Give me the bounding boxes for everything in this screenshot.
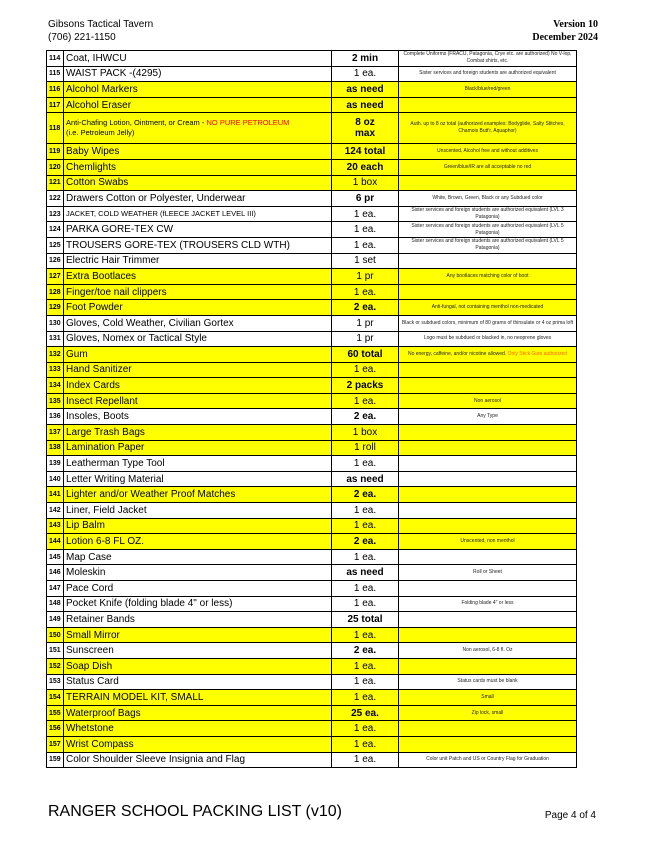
item-name: Moleskin	[64, 565, 332, 581]
item-remarks	[399, 471, 577, 487]
item-quantity: as need	[332, 565, 399, 581]
item-name: Lighter and/or Weather Proof Matches	[64, 487, 332, 503]
table-row	[47, 518, 577, 534]
item-remarks	[399, 253, 577, 269]
version-date: December 2024	[532, 32, 598, 43]
item-name: Pace Cord	[64, 581, 332, 597]
item-remarks	[399, 487, 577, 503]
item-remarks: Sister services and foreign students are authorized equivalent (LVL 3 Patagonia)	[399, 206, 577, 222]
item-name: Hand Sanitizer	[64, 362, 332, 378]
item-quantity: 1 ea.	[332, 456, 399, 472]
item-remarks: Zip lock, small	[399, 705, 577, 721]
table-row	[47, 347, 577, 363]
table-row	[47, 191, 577, 207]
table-row	[47, 315, 577, 331]
item-quantity: 2 ea.	[332, 534, 399, 550]
item-name: Electric Hair Trimmer	[64, 253, 332, 269]
item-name: Cotton Swabs	[64, 175, 332, 191]
item-name	[64, 113, 332, 144]
item-remarks: Any Type	[399, 409, 577, 425]
item-quantity: 1 ea.	[332, 362, 399, 378]
table-row	[47, 425, 577, 441]
item-quantity: 1 ea.	[332, 237, 399, 253]
item-remarks	[399, 518, 577, 534]
item-name: Map Case	[64, 549, 332, 565]
item-name: Baby Wipes	[64, 144, 332, 160]
item-quantity: 2 ea.	[332, 409, 399, 425]
footer-title: RANGER SCHOOL PACKING LIST (v10)	[48, 803, 342, 820]
page-number: Page 4 of 4	[544, 810, 596, 821]
item-number: 150	[47, 627, 64, 643]
item-number: 122	[47, 191, 64, 207]
item-number: 131	[47, 331, 64, 347]
item-remarks	[399, 581, 577, 597]
item-number: 126	[47, 253, 64, 269]
item-number: 123	[47, 206, 64, 222]
item-remarks	[399, 440, 577, 456]
item-number: 117	[47, 97, 64, 113]
item-quantity: 1 ea.	[332, 690, 399, 706]
item-name: Small Mirror	[64, 627, 332, 643]
item-name: Liner, Field Jacket	[64, 503, 332, 519]
item-quantity: 2 ea.	[332, 300, 399, 316]
item-quantity: 25 total	[332, 612, 399, 628]
item-quantity: 1 pr	[332, 315, 399, 331]
table-row	[47, 487, 577, 503]
item-remarks: Any bootlaces matching color of boot	[399, 269, 577, 285]
packing-list-body	[47, 51, 577, 768]
table-row	[47, 300, 577, 316]
table-row	[47, 51, 577, 67]
table-row	[47, 82, 577, 98]
item-remarks: Sister services and foreign students are authorized equivalent (LVL 5 Patagonia)	[399, 222, 577, 238]
item-remarks	[399, 627, 577, 643]
item-remarks: Sister services and foreign students are authorized equivalent (LVL 5 Patagonia)	[399, 237, 577, 253]
item-remarks	[399, 612, 577, 628]
item-remarks: Unscented, Alcohol free and without additives	[399, 144, 577, 160]
remarks-highlight: Only Stick Gum authorized	[507, 350, 568, 357]
item-remarks: Green/blue/IR are all acceptable no red	[399, 159, 577, 175]
table-row	[47, 596, 577, 612]
table-row	[47, 253, 577, 269]
item-remarks: Unscented, non menthol	[399, 534, 577, 550]
table-row	[47, 658, 577, 674]
item-remarks: White, Brown, Green, Black or any Subdued color	[399, 191, 577, 207]
item-quantity: 60 total	[332, 347, 399, 363]
item-remarks: Logo must be subdued or blacked in, no neoprene gloves	[399, 331, 577, 347]
item-name: Retainer Bands	[64, 612, 332, 628]
table-row	[47, 97, 577, 113]
item-number: 130	[47, 315, 64, 331]
table-row	[47, 362, 577, 378]
item-name: Drawers Cotton or Polyester, Underwear	[64, 191, 332, 207]
item-quantity: 124 total	[332, 144, 399, 160]
item-quantity: 2 min	[332, 51, 399, 67]
item-name: Coat, IHWCU	[64, 51, 332, 67]
table-row	[47, 471, 577, 487]
item-name: Sunscreen	[64, 643, 332, 659]
item-remarks: Black or subdued colors, minimum of 80 grams of thinsulate or 4 oz prima loft	[399, 315, 577, 331]
item-remarks: Folding blade 4" or less	[399, 596, 577, 612]
item-number: 140	[47, 471, 64, 487]
item-remarks: Auth. up to 8 oz total (authorized examples: Bodyglide, Salty Stitches, Chamois Butt'r, Aquaphor)	[399, 113, 577, 144]
item-quantity: as need	[332, 97, 399, 113]
item-quantity: 1 ea.	[332, 393, 399, 409]
remarks-text: No energy, caffeine, and/or nicotine allowed.	[407, 350, 507, 357]
item-quantity: 6 pr	[332, 191, 399, 207]
item-number: 145	[47, 549, 64, 565]
item-name-text: Anti-Chafing Lotion, Ointment, or Cream -	[66, 118, 205, 128]
item-remarks	[399, 425, 577, 441]
item-name: Gloves, Cold Weather, Civilian Gortex	[64, 315, 332, 331]
item-number: 125	[47, 237, 64, 253]
packing-list-table	[46, 50, 577, 768]
item-name: Alcohol Eraser	[64, 97, 332, 113]
item-name: TERRAIN MODEL KIT, SMALL	[64, 690, 332, 706]
item-remarks: Sister services and foreign students are authorized equivalent	[399, 66, 577, 82]
item-quantity: 1 ea.	[332, 284, 399, 300]
item-name-subtext: (i.e. Petroleum Jelly)	[66, 128, 135, 138]
item-remarks: Roll or Sheet	[399, 565, 577, 581]
table-row	[47, 456, 577, 472]
item-name: PARKA GORE-TEX CW	[64, 222, 332, 238]
item-number: 155	[47, 705, 64, 721]
item-quantity: 1 set	[332, 253, 399, 269]
item-quantity: 2 ea.	[332, 643, 399, 659]
table-row	[47, 549, 577, 565]
item-name: Whetstone	[64, 721, 332, 737]
table-row	[47, 581, 577, 597]
item-name: Gloves, Nomex or Tactical Style	[64, 331, 332, 347]
item-quantity: 1 ea.	[332, 581, 399, 597]
item-number: 139	[47, 456, 64, 472]
item-quantity: 25 ea.	[332, 705, 399, 721]
item-quantity: 1 ea.	[332, 721, 399, 737]
item-number: 149	[47, 612, 64, 628]
item-number: 124	[47, 222, 64, 238]
company-phone: (706) 221-1150	[48, 32, 116, 43]
item-name: TROUSERS GORE-TEX (TROUSERS CLD WTH)	[64, 237, 332, 253]
table-row	[47, 627, 577, 643]
item-name: Waterproof Bags	[64, 705, 332, 721]
item-number: 132	[47, 347, 64, 363]
item-number: 137	[47, 425, 64, 441]
item-remarks: Color unit Patch and US or Country Flag for Graduation	[399, 752, 577, 768]
item-quantity: 1 ea.	[332, 627, 399, 643]
item-remarks	[399, 378, 577, 394]
item-number: 153	[47, 674, 64, 690]
item-quantity-line: max	[354, 128, 375, 140]
item-name: Lip Balm	[64, 518, 332, 534]
item-number: 120	[47, 159, 64, 175]
item-name: Large Trash Bags	[64, 425, 332, 441]
item-name: Lamination Paper	[64, 440, 332, 456]
table-row	[47, 159, 577, 175]
item-remarks: Small	[399, 690, 577, 706]
version-label: Version 10	[553, 19, 598, 30]
item-name: Leatherman Type Tool	[64, 456, 332, 472]
table-row	[47, 752, 577, 768]
item-name: Chemlights	[64, 159, 332, 175]
item-quantity: as need	[332, 82, 399, 98]
item-remarks: Non aerosol, 6-8 fl. Oz	[399, 643, 577, 659]
table-row	[47, 113, 577, 144]
item-number: 136	[47, 409, 64, 425]
item-quantity: 1 pr	[332, 331, 399, 347]
item-quantity: 1 ea.	[332, 518, 399, 534]
table-row	[47, 237, 577, 253]
item-name: Wrist Compass	[64, 736, 332, 752]
item-remarks: Black/blue/red/green	[399, 82, 577, 98]
table-row	[47, 378, 577, 394]
item-quantity: 1 box	[332, 175, 399, 191]
item-number: 128	[47, 284, 64, 300]
item-name: Insect Repellant	[64, 393, 332, 409]
item-number: 135	[47, 393, 64, 409]
table-row	[47, 534, 577, 550]
item-number: 129	[47, 300, 64, 316]
item-remarks: Non aerosol	[399, 393, 577, 409]
table-row	[47, 643, 577, 659]
item-remarks	[399, 456, 577, 472]
item-quantity: 20 each	[332, 159, 399, 175]
item-quantity: 1 ea.	[332, 674, 399, 690]
item-number: 116	[47, 82, 64, 98]
item-remarks: Complete Uniforms (FRACU, Patagonia, Crye etc. are authorized) No V-lop, Combat shirts, etc.	[399, 51, 577, 67]
item-name: Alcohol Markers	[64, 82, 332, 98]
item-number: 134	[47, 378, 64, 394]
item-remarks	[399, 658, 577, 674]
item-name: Lotion 6-8 FL OZ.	[64, 534, 332, 550]
item-number: 133	[47, 362, 64, 378]
item-name: Color Shoulder Sleeve Insignia and Flag	[64, 752, 332, 768]
item-number: 121	[47, 175, 64, 191]
item-quantity	[332, 113, 399, 144]
item-quantity: 1 ea.	[332, 222, 399, 238]
table-row	[47, 222, 577, 238]
item-number: 151	[47, 643, 64, 659]
item-name: Soap Dish	[64, 658, 332, 674]
item-name: Pocket Knife (folding blade 4" or less)	[64, 596, 332, 612]
item-name: Letter Writing Material	[64, 471, 332, 487]
item-number: 141	[47, 487, 64, 503]
document-header-right	[532, 18, 598, 44]
item-remarks	[399, 175, 577, 191]
item-remarks	[399, 362, 577, 378]
item-remarks	[399, 97, 577, 113]
item-number: 143	[47, 518, 64, 534]
table-row	[47, 690, 577, 706]
item-name: WAIST PACK -(4295)	[64, 66, 332, 82]
item-quantity: 1 ea.	[332, 503, 399, 519]
item-name: JACKET, COLD WEATHER (fLEECE JACKET LEVEL III)	[64, 206, 332, 222]
item-name: Extra Bootlaces	[64, 269, 332, 285]
table-row	[47, 175, 577, 191]
item-remarks	[399, 503, 577, 519]
item-quantity: 1 ea.	[332, 549, 399, 565]
table-row	[47, 503, 577, 519]
item-number: 118	[47, 113, 64, 144]
item-number: 114	[47, 51, 64, 67]
item-quantity: 1 ea.	[332, 658, 399, 674]
table-row	[47, 705, 577, 721]
item-name: Foot Powder	[64, 300, 332, 316]
item-number: 146	[47, 565, 64, 581]
item-remarks	[399, 284, 577, 300]
table-row	[47, 393, 577, 409]
table-row	[47, 565, 577, 581]
item-quantity: 1 ea.	[332, 66, 399, 82]
table-row	[47, 736, 577, 752]
item-quantity: 1 ea.	[332, 206, 399, 222]
document-header-left	[48, 18, 153, 44]
table-row	[47, 612, 577, 628]
item-quantity: 1 ea.	[332, 752, 399, 768]
item-number: 127	[47, 269, 64, 285]
item-quantity: 1 ea.	[332, 736, 399, 752]
item-name: Insoles, Boots	[64, 409, 332, 425]
table-row	[47, 66, 577, 82]
item-warning-text: NO PURE PETROLEUM	[206, 118, 290, 128]
item-quantity: as need	[332, 471, 399, 487]
item-quantity: 1 ea.	[332, 596, 399, 612]
table-row	[47, 674, 577, 690]
table-row	[47, 409, 577, 425]
item-remarks: Status cards must be blank	[399, 674, 577, 690]
item-number: 144	[47, 534, 64, 550]
item-remarks	[399, 736, 577, 752]
table-row	[47, 440, 577, 456]
table-row	[47, 144, 577, 160]
table-row	[47, 721, 577, 737]
item-quantity: 2 ea.	[332, 487, 399, 503]
item-number: 157	[47, 736, 64, 752]
table-row	[47, 331, 577, 347]
item-name: Gum	[64, 347, 332, 363]
table-row	[47, 284, 577, 300]
item-number: 156	[47, 721, 64, 737]
company-name: Gibsons Tactical Tavern	[48, 19, 154, 30]
item-remarks	[399, 549, 577, 565]
item-remarks: Anti-fungal, not containing menthol non-medicated	[399, 300, 577, 316]
item-name: Status Card	[64, 674, 332, 690]
table-row	[47, 269, 577, 285]
table-row	[47, 206, 577, 222]
item-quantity: 1 pr	[332, 269, 399, 285]
item-remarks	[399, 721, 577, 737]
item-quantity-line: 8 oz	[355, 117, 375, 129]
item-number: 138	[47, 440, 64, 456]
item-number: 147	[47, 581, 64, 597]
item-name: Finger/toe nail clippers	[64, 284, 332, 300]
item-quantity: 1 roll	[332, 440, 399, 456]
item-remarks	[399, 347, 577, 363]
item-number: 115	[47, 66, 64, 82]
item-number: 142	[47, 503, 64, 519]
item-number: 159	[47, 752, 64, 768]
item-quantity: 2 packs	[332, 378, 399, 394]
item-number: 154	[47, 690, 64, 706]
item-number: 119	[47, 144, 64, 160]
item-number: 148	[47, 596, 64, 612]
item-number: 152	[47, 658, 64, 674]
item-quantity: 1 box	[332, 425, 399, 441]
item-name: Index Cards	[64, 378, 332, 394]
